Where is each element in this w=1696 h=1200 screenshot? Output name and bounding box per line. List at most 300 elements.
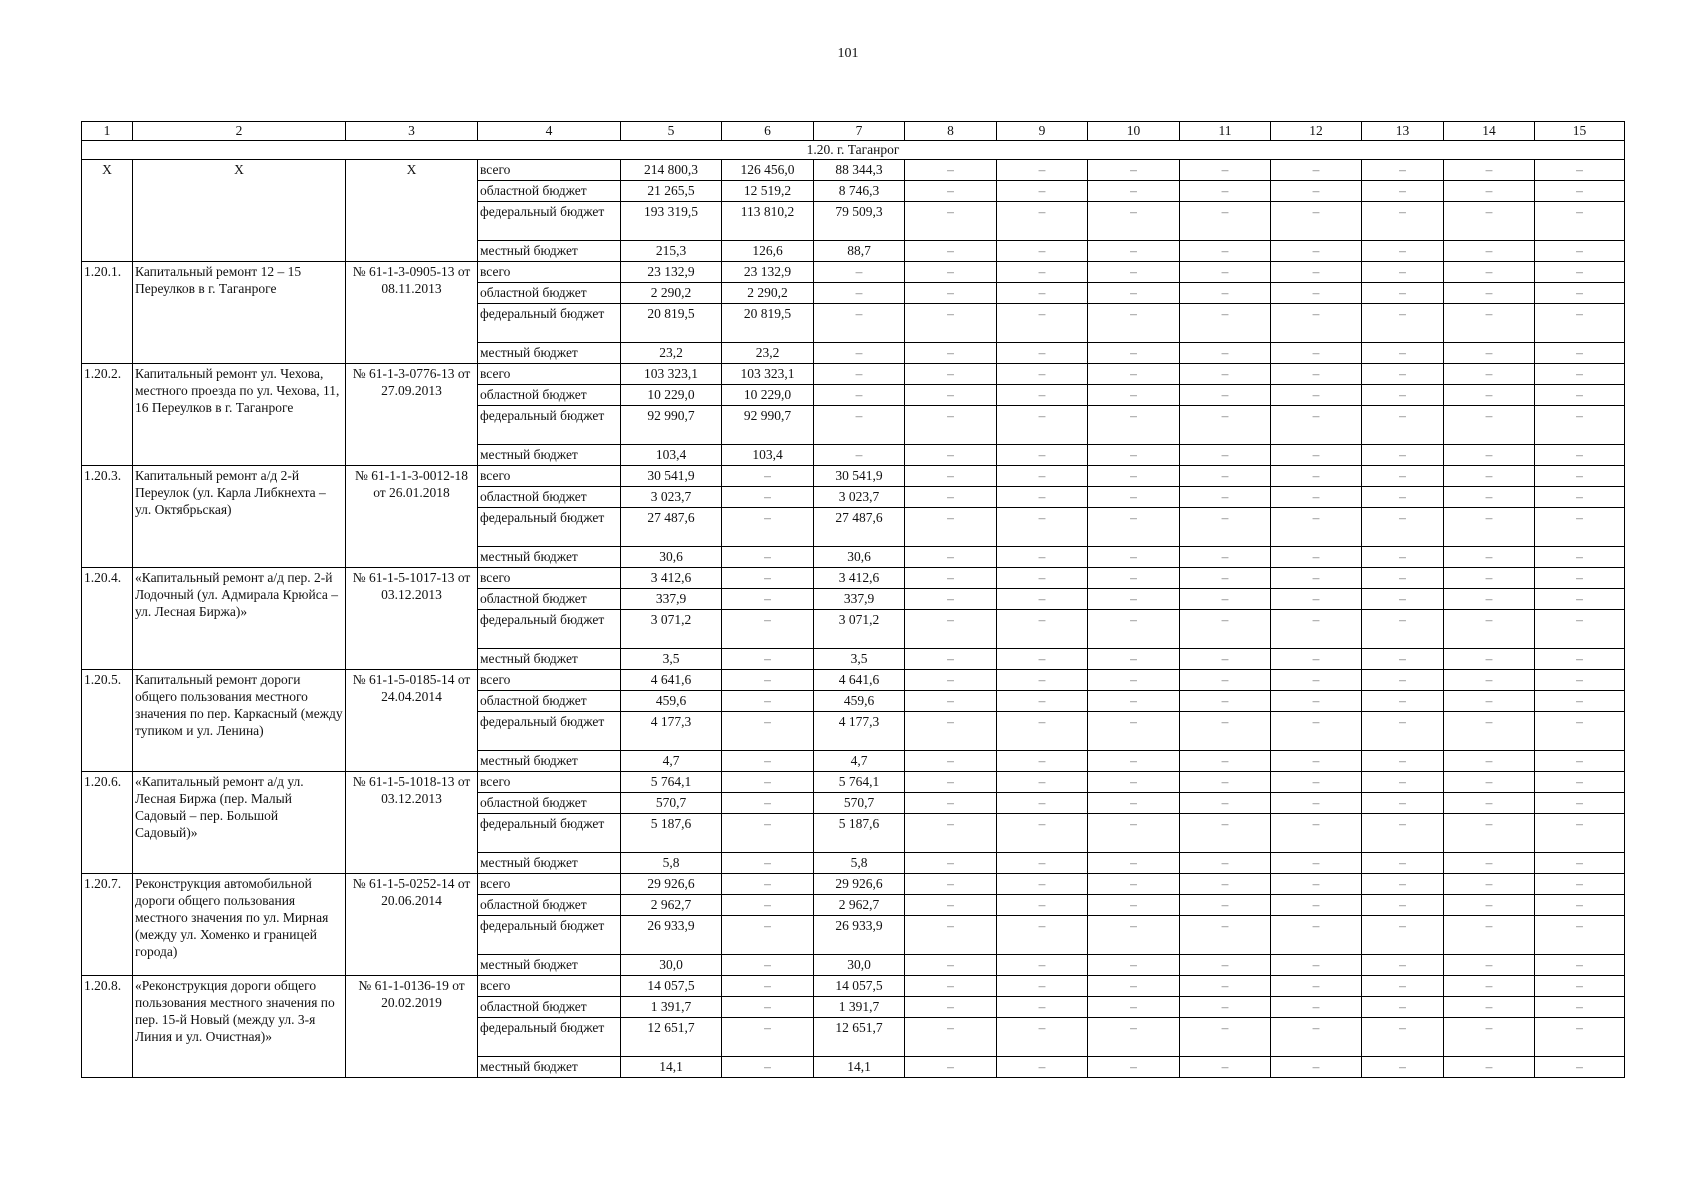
value-cell: 3 023,7	[621, 487, 722, 508]
empty-value-cell: –	[905, 364, 997, 385]
empty-value-cell: –	[1535, 853, 1625, 874]
empty-value-cell: –	[905, 793, 997, 814]
value-cell: –	[722, 547, 814, 568]
value-cell: 30,6	[621, 547, 722, 568]
value-cell: –	[722, 589, 814, 610]
empty-value-cell: –	[1088, 874, 1180, 895]
empty-value-cell: –	[905, 283, 997, 304]
empty-value-cell: –	[1180, 508, 1271, 547]
column-header: 10	[1088, 122, 1180, 141]
table-row	[82, 568, 1625, 589]
empty-value-cell: –	[1088, 853, 1180, 874]
value-cell: 79 509,3	[814, 202, 905, 241]
value-cell: –	[722, 670, 814, 691]
value-cell: –	[722, 772, 814, 793]
empty-value-cell: –	[1271, 712, 1362, 751]
value-cell: 4,7	[621, 751, 722, 772]
empty-value-cell: –	[905, 955, 997, 976]
empty-value-cell: –	[997, 649, 1088, 670]
value-cell: 5,8	[814, 853, 905, 874]
funding-source: федеральный бюджет	[478, 304, 621, 343]
empty-value-cell: –	[1180, 589, 1271, 610]
expertise-document: № 61-1-3-0776-13 от 27.09.2013	[346, 364, 478, 466]
value-cell: –	[722, 853, 814, 874]
empty-value-cell: –	[1535, 406, 1625, 445]
empty-value-cell: –	[1535, 997, 1625, 1018]
column-header: 11	[1180, 122, 1271, 141]
column-header: 5	[621, 122, 722, 141]
empty-value-cell: –	[1444, 589, 1535, 610]
empty-value-cell: –	[1535, 874, 1625, 895]
value-cell: –	[722, 997, 814, 1018]
empty-value-cell: –	[1271, 976, 1362, 997]
table-body	[82, 122, 1625, 1078]
value-cell: 2 962,7	[621, 895, 722, 916]
empty-value-cell: –	[1088, 508, 1180, 547]
empty-value-cell: –	[905, 160, 997, 181]
empty-value-cell: –	[1362, 976, 1444, 997]
empty-value-cell: –	[1088, 406, 1180, 445]
empty-value-cell: –	[1362, 241, 1444, 262]
empty-value-cell: –	[1444, 343, 1535, 364]
empty-value-cell: –	[1362, 343, 1444, 364]
empty-value-cell: –	[1088, 487, 1180, 508]
empty-value-cell: –	[905, 487, 997, 508]
empty-value-cell: –	[1180, 751, 1271, 772]
empty-value-cell: –	[1180, 916, 1271, 955]
column-header: 2	[133, 122, 346, 141]
value-cell: 5 187,6	[814, 814, 905, 853]
empty-value-cell: –	[997, 976, 1088, 997]
column-header: 4	[478, 122, 621, 141]
value-cell: 30 541,9	[621, 466, 722, 487]
empty-value-cell: –	[1180, 445, 1271, 466]
table-row	[82, 772, 1625, 793]
item-name: «Реконструкция дороги общего пользования местного значения по пер. 15-й Новый (между ул. 3-я Линия и ул. Очистная)»	[133, 976, 346, 1078]
empty-value-cell: –	[1180, 649, 1271, 670]
value-cell: 8 746,3	[814, 181, 905, 202]
funding-source: федеральный бюджет	[478, 202, 621, 241]
empty-value-cell: –	[1088, 610, 1180, 649]
funding-source: всего	[478, 466, 621, 487]
empty-value-cell: –	[1444, 181, 1535, 202]
value-cell: 4 177,3	[814, 712, 905, 751]
empty-value-cell: –	[1180, 997, 1271, 1018]
empty-value-cell: –	[1271, 283, 1362, 304]
funding-source: местный бюджет	[478, 751, 621, 772]
empty-value-cell: –	[905, 853, 997, 874]
value-cell: 103 323,1	[722, 364, 814, 385]
empty-value-cell: –	[1088, 895, 1180, 916]
item-code: 1.20.6.	[82, 772, 133, 874]
empty-value-cell: –	[1444, 649, 1535, 670]
value-cell: –	[722, 874, 814, 895]
empty-value-cell: –	[1362, 610, 1444, 649]
expertise-document: № 61-1-1-3-0012-18 от 26.01.2018	[346, 466, 478, 568]
funding-source: областной бюджет	[478, 793, 621, 814]
empty-value-cell: –	[1271, 691, 1362, 712]
empty-value-cell: –	[1444, 670, 1535, 691]
empty-value-cell: –	[905, 814, 997, 853]
empty-value-cell: –	[1362, 793, 1444, 814]
empty-value-cell: –	[997, 712, 1088, 751]
expertise-document: № 61-1-5-1017-13 от 03.12.2013	[346, 568, 478, 670]
value-cell: 30,0	[621, 955, 722, 976]
funding-source: местный бюджет	[478, 853, 621, 874]
empty-value-cell: –	[1362, 160, 1444, 181]
value-cell: 3 412,6	[621, 568, 722, 589]
value-cell: 459,6	[814, 691, 905, 712]
empty-value-cell: –	[1444, 304, 1535, 343]
empty-value-cell: –	[997, 853, 1088, 874]
value-cell: 5,8	[621, 853, 722, 874]
value-cell: 103,4	[722, 445, 814, 466]
empty-value-cell: –	[1362, 1057, 1444, 1078]
value-cell: 30,6	[814, 547, 905, 568]
empty-value-cell: –	[1444, 976, 1535, 997]
empty-value-cell: –	[1535, 712, 1625, 751]
empty-value-cell: –	[1271, 997, 1362, 1018]
empty-value-cell: –	[1271, 874, 1362, 895]
empty-value-cell: –	[1088, 772, 1180, 793]
value-cell: 26 933,9	[621, 916, 722, 955]
empty-value-cell: –	[1088, 568, 1180, 589]
empty-value-cell: –	[1180, 814, 1271, 853]
funding-source: областной бюджет	[478, 283, 621, 304]
empty-value-cell: –	[1088, 547, 1180, 568]
empty-value-cell: –	[997, 304, 1088, 343]
empty-value-cell: –	[1535, 343, 1625, 364]
funding-source: местный бюджет	[478, 547, 621, 568]
empty-value-cell: –	[997, 895, 1088, 916]
value-cell: –	[722, 1057, 814, 1078]
empty-value-cell: –	[997, 955, 1088, 976]
column-header: 15	[1535, 122, 1625, 141]
value-cell: 337,9	[621, 589, 722, 610]
empty-value-cell: –	[1088, 181, 1180, 202]
empty-value-cell: –	[1180, 670, 1271, 691]
empty-value-cell: –	[1362, 895, 1444, 916]
item-name: Капитальный ремонт 12 – 15 Переулков в г. Таганроге	[133, 262, 346, 364]
empty-value-cell: –	[1535, 670, 1625, 691]
empty-value-cell: –	[1180, 712, 1271, 751]
empty-value-cell: –	[1535, 772, 1625, 793]
empty-value-cell: –	[997, 670, 1088, 691]
empty-value-cell: –	[1444, 895, 1535, 916]
empty-value-cell: –	[1535, 385, 1625, 406]
value-cell: –	[722, 568, 814, 589]
empty-value-cell: –	[1271, 793, 1362, 814]
value-cell: 20 819,5	[621, 304, 722, 343]
empty-value-cell: –	[1535, 610, 1625, 649]
value-cell: 14 057,5	[621, 976, 722, 997]
empty-value-cell: –	[1362, 1018, 1444, 1057]
value-cell: –	[722, 712, 814, 751]
expertise-document: Х	[346, 160, 478, 262]
empty-value-cell: –	[1088, 160, 1180, 181]
empty-value-cell: –	[1271, 610, 1362, 649]
empty-value-cell: –	[1180, 793, 1271, 814]
empty-value-cell: –	[1180, 202, 1271, 241]
empty-value-cell: –	[1180, 343, 1271, 364]
item-name: «Капитальный ремонт а/д ул. Лесная Биржа (пер. Малый Садовый – пер. Большой Садовый)»	[133, 772, 346, 874]
empty-value-cell: –	[1271, 466, 1362, 487]
value-cell: 92 990,7	[722, 406, 814, 445]
empty-value-cell: –	[1271, 1018, 1362, 1057]
empty-value-cell: –	[1444, 283, 1535, 304]
empty-value-cell: –	[1271, 304, 1362, 343]
value-cell: 5 764,1	[814, 772, 905, 793]
empty-value-cell: –	[1088, 916, 1180, 955]
value-cell: –	[722, 487, 814, 508]
empty-value-cell: –	[1180, 874, 1271, 895]
empty-value-cell: –	[1362, 874, 1444, 895]
empty-value-cell: –	[905, 343, 997, 364]
empty-value-cell: –	[997, 547, 1088, 568]
value-cell: 126,6	[722, 241, 814, 262]
empty-value-cell: –	[1362, 547, 1444, 568]
empty-value-cell: –	[997, 508, 1088, 547]
empty-value-cell: –	[905, 241, 997, 262]
empty-value-cell: –	[1444, 772, 1535, 793]
value-cell: 4,7	[814, 751, 905, 772]
item-name: Капитальный ремонт ул. Чехова, местного проезда по ул. Чехова, 11, 16 Переулков в г. Таганроге	[133, 364, 346, 466]
funding-source: местный бюджет	[478, 241, 621, 262]
value-cell: 3,5	[621, 649, 722, 670]
value-cell: 20 819,5	[722, 304, 814, 343]
empty-value-cell: –	[1362, 670, 1444, 691]
funding-source: всего	[478, 772, 621, 793]
value-cell: –	[722, 649, 814, 670]
empty-value-cell: –	[1444, 466, 1535, 487]
empty-value-cell: –	[1535, 304, 1625, 343]
funding-source: областной бюджет	[478, 895, 621, 916]
empty-value-cell: –	[1362, 364, 1444, 385]
empty-value-cell: –	[1535, 181, 1625, 202]
value-cell: –	[722, 751, 814, 772]
empty-value-cell: –	[997, 364, 1088, 385]
value-cell: –	[722, 955, 814, 976]
value-cell: –	[814, 364, 905, 385]
section-title: 1.20. г. Таганрог	[82, 141, 1625, 160]
value-cell: 12 519,2	[722, 181, 814, 202]
item-name: Капитальный ремонт дороги общего пользования местного значения по пер. Каркасный (между тупиком и ул. Ленина)	[133, 670, 346, 772]
value-cell: –	[814, 304, 905, 343]
empty-value-cell: –	[1362, 814, 1444, 853]
item-code: 1.20.7.	[82, 874, 133, 976]
empty-value-cell: –	[1444, 547, 1535, 568]
empty-value-cell: –	[1444, 610, 1535, 649]
empty-value-cell: –	[1535, 283, 1625, 304]
empty-value-cell: –	[1088, 793, 1180, 814]
empty-value-cell: –	[1362, 691, 1444, 712]
empty-value-cell: –	[1535, 364, 1625, 385]
empty-value-cell: –	[905, 406, 997, 445]
empty-value-cell: –	[1271, 772, 1362, 793]
empty-value-cell: –	[905, 508, 997, 547]
empty-value-cell: –	[1444, 853, 1535, 874]
value-cell: 21 265,5	[621, 181, 722, 202]
funding-source: всего	[478, 568, 621, 589]
empty-value-cell: –	[1180, 466, 1271, 487]
value-cell: 12 651,7	[621, 1018, 722, 1057]
empty-value-cell: –	[1271, 649, 1362, 670]
value-cell: 10 229,0	[722, 385, 814, 406]
empty-value-cell: –	[1362, 262, 1444, 283]
value-cell: 4 641,6	[621, 670, 722, 691]
section-row	[82, 141, 1625, 160]
empty-value-cell: –	[997, 589, 1088, 610]
empty-value-cell: –	[997, 445, 1088, 466]
empty-value-cell: –	[905, 610, 997, 649]
empty-value-cell: –	[1362, 283, 1444, 304]
empty-value-cell: –	[997, 691, 1088, 712]
empty-value-cell: –	[997, 406, 1088, 445]
value-cell: 23 132,9	[722, 262, 814, 283]
empty-value-cell: –	[1088, 670, 1180, 691]
empty-value-cell: –	[1444, 364, 1535, 385]
expertise-document: № 61-1-3-0905-13 от 08.11.2013	[346, 262, 478, 364]
item-code: 1.20.1.	[82, 262, 133, 364]
empty-value-cell: –	[1535, 1057, 1625, 1078]
value-cell: 26 933,9	[814, 916, 905, 955]
empty-value-cell: –	[1180, 691, 1271, 712]
empty-value-cell: –	[1271, 547, 1362, 568]
column-header: 12	[1271, 122, 1362, 141]
value-cell: 126 456,0	[722, 160, 814, 181]
value-cell: 2 290,2	[722, 283, 814, 304]
empty-value-cell: –	[1444, 568, 1535, 589]
empty-value-cell: –	[1088, 976, 1180, 997]
value-cell: –	[722, 793, 814, 814]
empty-value-cell: –	[1180, 364, 1271, 385]
value-cell: 29 926,6	[621, 874, 722, 895]
item-code: 1.20.5.	[82, 670, 133, 772]
empty-value-cell: –	[1271, 1057, 1362, 1078]
empty-value-cell: –	[1535, 160, 1625, 181]
value-cell: 5 764,1	[621, 772, 722, 793]
empty-value-cell: –	[1180, 181, 1271, 202]
empty-value-cell: –	[905, 385, 997, 406]
funding-source: всего	[478, 670, 621, 691]
empty-value-cell: –	[1362, 853, 1444, 874]
value-cell: 88,7	[814, 241, 905, 262]
funding-source: федеральный бюджет	[478, 916, 621, 955]
empty-value-cell: –	[997, 874, 1088, 895]
value-cell: 193 319,5	[621, 202, 722, 241]
funding-source: федеральный бюджет	[478, 712, 621, 751]
empty-value-cell: –	[1362, 385, 1444, 406]
empty-value-cell: –	[997, 385, 1088, 406]
empty-value-cell: –	[905, 997, 997, 1018]
empty-value-cell: –	[905, 445, 997, 466]
empty-value-cell: –	[1271, 385, 1362, 406]
empty-value-cell: –	[905, 1018, 997, 1057]
table-row	[82, 262, 1625, 283]
empty-value-cell: –	[1271, 751, 1362, 772]
item-name: Капитальный ремонт а/д 2-й Переулок (ул. Карла Либкнехта – ул. Октябрьская)	[133, 466, 346, 568]
empty-value-cell: –	[1180, 1018, 1271, 1057]
value-cell: –	[722, 466, 814, 487]
funding-source: федеральный бюджет	[478, 406, 621, 445]
empty-value-cell: –	[1362, 445, 1444, 466]
empty-value-cell: –	[1271, 814, 1362, 853]
empty-value-cell: –	[997, 1057, 1088, 1078]
empty-value-cell: –	[1180, 955, 1271, 976]
value-cell: 103 323,1	[621, 364, 722, 385]
empty-value-cell: –	[905, 1057, 997, 1078]
empty-value-cell: –	[1180, 262, 1271, 283]
empty-value-cell: –	[1444, 874, 1535, 895]
empty-value-cell: –	[1180, 772, 1271, 793]
item-code: Х	[82, 160, 133, 262]
empty-value-cell: –	[1088, 445, 1180, 466]
empty-value-cell: –	[1535, 445, 1625, 466]
empty-value-cell: –	[997, 568, 1088, 589]
empty-value-cell: –	[1362, 712, 1444, 751]
empty-value-cell: –	[1271, 916, 1362, 955]
empty-value-cell: –	[1088, 649, 1180, 670]
empty-value-cell: –	[1535, 589, 1625, 610]
value-cell: 23 132,9	[621, 262, 722, 283]
empty-value-cell: –	[905, 202, 997, 241]
value-cell: 5 187,6	[621, 814, 722, 853]
empty-value-cell: –	[1444, 712, 1535, 751]
value-cell: 103,4	[621, 445, 722, 466]
empty-value-cell: –	[905, 262, 997, 283]
funding-source: всего	[478, 160, 621, 181]
value-cell: 30 541,9	[814, 466, 905, 487]
empty-value-cell: –	[1444, 1057, 1535, 1078]
value-cell: 1 391,7	[621, 997, 722, 1018]
empty-value-cell: –	[1180, 241, 1271, 262]
empty-value-cell: –	[1271, 364, 1362, 385]
empty-value-cell: –	[905, 751, 997, 772]
empty-value-cell: –	[1362, 508, 1444, 547]
empty-value-cell: –	[905, 976, 997, 997]
empty-value-cell: –	[997, 343, 1088, 364]
empty-value-cell: –	[1362, 487, 1444, 508]
value-cell: –	[722, 976, 814, 997]
item-name: Реконструкция автомобильной дороги общего пользования местного значения по ул. Мирная (между ул. Хоменко и границей города)	[133, 874, 346, 976]
empty-value-cell: –	[1271, 508, 1362, 547]
page-number: 101	[837, 46, 859, 61]
empty-value-cell: –	[997, 916, 1088, 955]
value-cell: 3 071,2	[621, 610, 722, 649]
empty-value-cell: –	[1535, 976, 1625, 997]
empty-value-cell: –	[997, 610, 1088, 649]
empty-value-cell: –	[1444, 445, 1535, 466]
empty-value-cell: –	[1088, 202, 1180, 241]
table-row	[82, 160, 1625, 181]
empty-value-cell: –	[1535, 793, 1625, 814]
value-cell: –	[814, 445, 905, 466]
empty-value-cell: –	[997, 202, 1088, 241]
item-code: 1.20.3.	[82, 466, 133, 568]
empty-value-cell: –	[1535, 547, 1625, 568]
value-cell: –	[814, 283, 905, 304]
empty-value-cell: –	[1180, 547, 1271, 568]
empty-value-cell: –	[1362, 589, 1444, 610]
value-cell: –	[722, 1018, 814, 1057]
empty-value-cell: –	[1362, 751, 1444, 772]
empty-value-cell: –	[1271, 241, 1362, 262]
empty-value-cell: –	[1180, 487, 1271, 508]
budget-table	[81, 121, 1625, 1078]
value-cell: 1 391,7	[814, 997, 905, 1018]
value-cell: 14,1	[621, 1057, 722, 1078]
expertise-document: № 61-1-5-0252-14 от 20.06.2014	[346, 874, 478, 976]
